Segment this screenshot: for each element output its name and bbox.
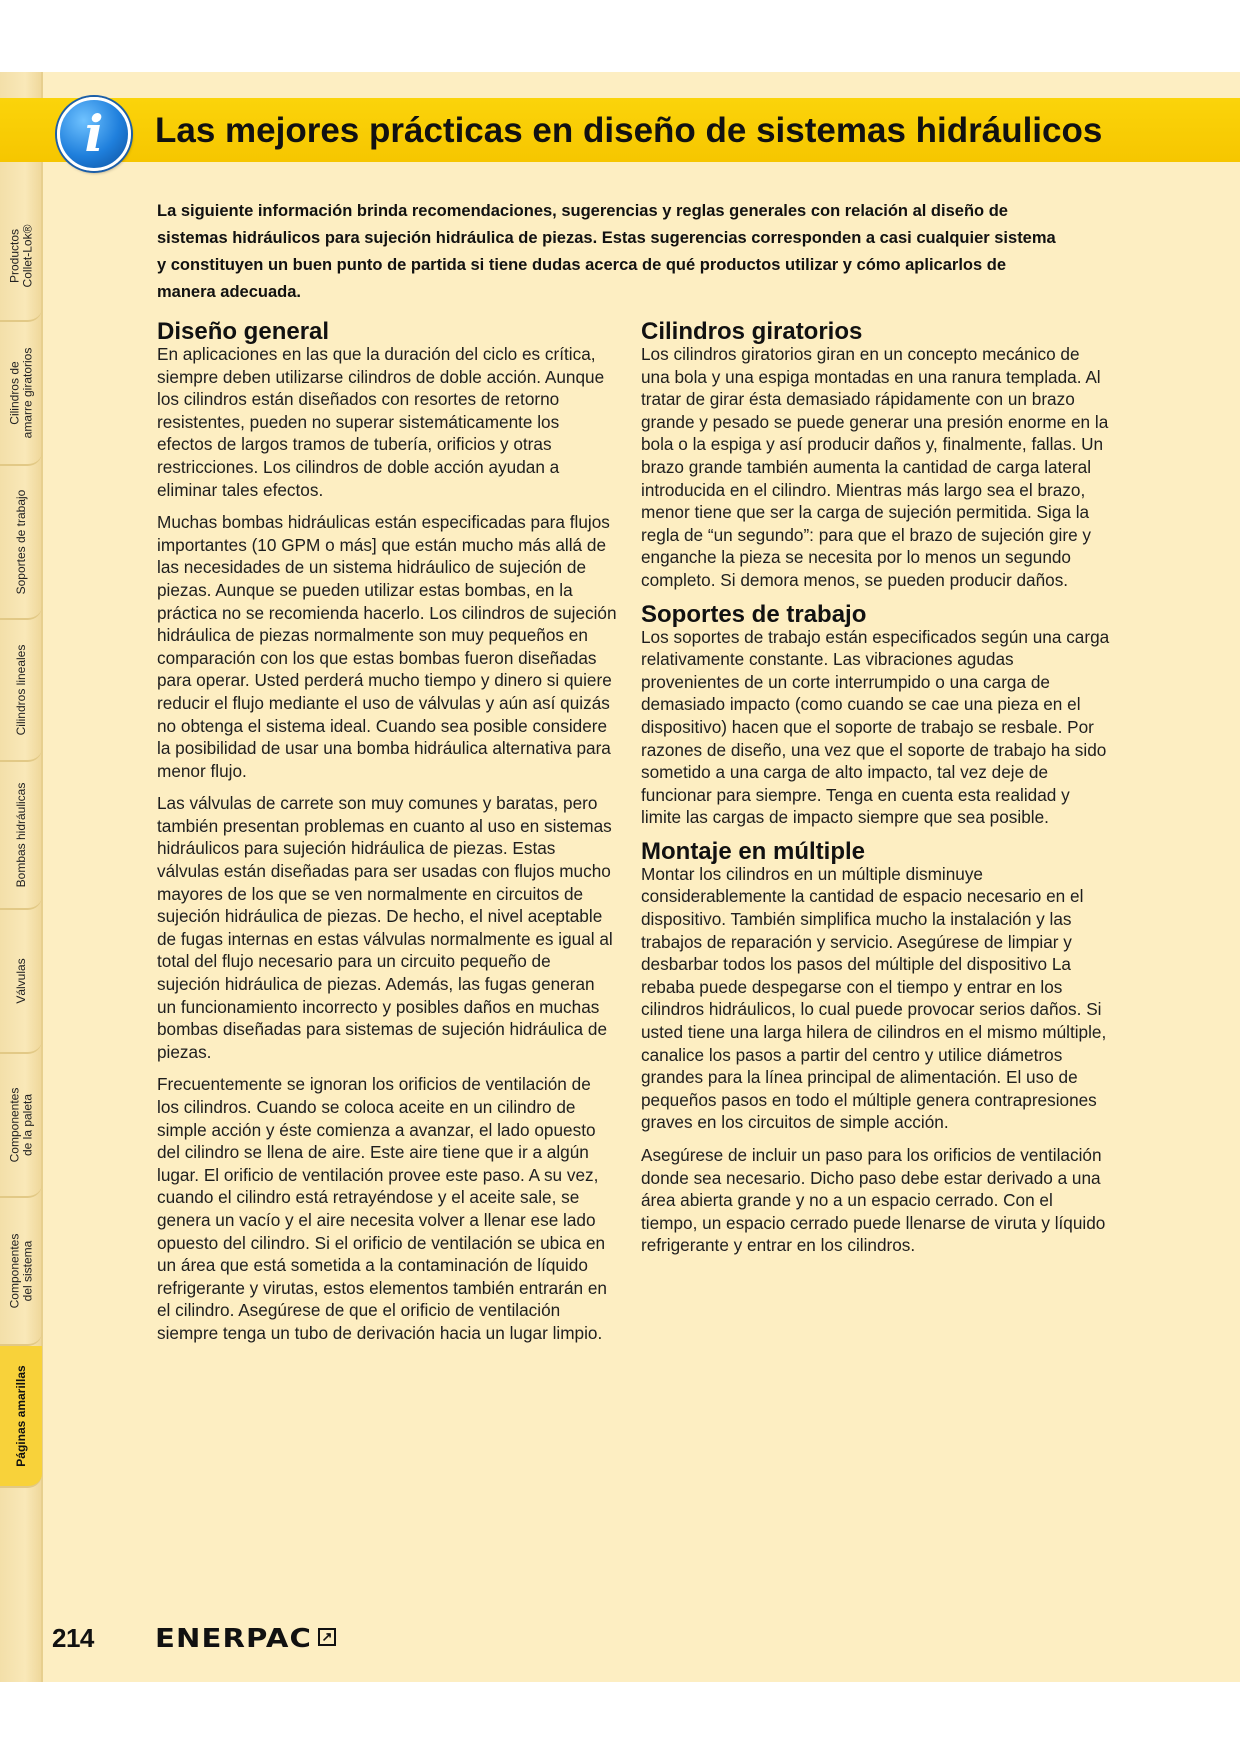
side-tab-swing-cylinders[interactable] bbox=[0, 322, 42, 466]
side-tab-linear-cylinders[interactable] bbox=[0, 620, 42, 762]
side-tab-pallet-components[interactable] bbox=[0, 1054, 42, 1198]
brand-logo: ENERPAC bbox=[155, 1624, 313, 1654]
page-title: Las mejores prácticas en diseño de sistemas hidráulicos bbox=[155, 111, 1103, 150]
side-tab-work-supports[interactable] bbox=[0, 466, 42, 620]
section-heading: Cilindros giratorios bbox=[641, 318, 863, 345]
body-paragraph: Las válvulas de carrete son muy comunes y baratas, pero también presentan problemas en cuanto al uso en sistemas hidráulicos para sujeción hidráulica de piezas. Estas válvulas están diseñadas para ser usadas con flujos mucho mayores de los que se ven normalmente en circuitos de sujeción hidráulica de piezas. De hecho, el nivel aceptable de fugas internas en estas válvulas normalmente es igual al total del flujo necesario para un circuito pequeño de sujeción hidráulica de piezas. Además, las fugas generan un funcionamiento incorrecto y posibles daños en muchas bombas diseñadas para sistemas de sujeción hidráulica de piezas. bbox=[157, 793, 613, 1062]
side-tab-yellow-pages[interactable] bbox=[0, 1346, 42, 1488]
intro-paragraph: La siguiente información brinda recomendaciones, sugerencias y reglas generales con relación al diseño de sistemas hidráulicos para sujeción hidráulica de piezas. Estas sugerencias corresponden a casi cualquier sistema y constituyen un buen punto de partida si tiene dudas acerca de qué productos utilizar y cómo aplicarlos de manera adecuada. bbox=[157, 202, 1056, 301]
side-tab-system-components[interactable] bbox=[0, 1198, 42, 1346]
body-paragraph: Los soportes de trabajo están especificados según una carga relativamente constante. Las vibraciones agudas provenientes de un corte interrumpido o una carga de demasiado impacto (como cuando se cae una pieza en el dispositivo) hacen que el soporte de trabajo se resbale. Por razones de diseño, una vez que el soporte de trabajo ha sido sometido a una carga de alto impacto, tal vez deje de funcionar para siempre. Tenga en cuenta esta realidad y limite las cargas de impacto siempre que sea posible. bbox=[641, 626, 1110, 828]
info-icon: i bbox=[57, 97, 131, 171]
page-number: 214 bbox=[52, 1623, 94, 1653]
body-paragraph: Asegúrese de incluir un paso para los orificios de ventilación donde sea necesario. Dicho paso debe estar derivado a una área abierta grande y no a un espacio cerrado. Con el tiempo, un espacio cerrado puede llenarse de viruta y líquido refrigerante y entrar en los cilindros. bbox=[641, 1145, 1106, 1256]
side-tab-label: Cilindros lineales bbox=[14, 644, 28, 736]
side-tab-label: Cilindros de amarre giratorios bbox=[7, 347, 34, 439]
body-paragraph: En aplicaciones en las que la duración del ciclo es crítica, siempre deben utilizarse cilindros de doble acción. Aunque los cilindros están diseñados con resortes de retorno resistentes, pueden no superar sistemáticamente los efectos de largos tramos de tubería, orificios y otras restricciones. Los cilindros de doble acción ayudan a eliminar tales efectos. bbox=[157, 344, 605, 500]
side-tab-label: Páginas amarillas bbox=[14, 1365, 28, 1467]
section-heading: Soportes de trabajo bbox=[641, 600, 867, 628]
body-paragraph: Montar los cilindros en un múltiple disminuye considerablemente la cantidad de espacio necesario en el dispositivo. También simplifica mucho la instalación y las trabajos de reparación y servicio. Asegúrese de limpiar y desbarbar todos los pasos del múltiple del dispositivo La rebaba puede despegarse con el tiempo y entrar en los cilindros hidráulicos, lo cual puede provocar serios daños. Si usted tiene una larga hilera de cilindros en el mismo múltiple, canalice los pasos a partir del centro y utilice diámetros grandes para la línea principal de alimentación. El uso de pequeños pasos en todo el múltiple genera contrapresiones graves en los circuitos de simple acción. bbox=[641, 863, 1107, 1133]
side-tab-label: Bombas hidráulicas bbox=[14, 782, 28, 888]
section-heading: Montaje en múltiple bbox=[641, 837, 866, 865]
side-tab-label: Productos Collet-Lok® bbox=[7, 224, 34, 288]
left-column bbox=[157, 317, 617, 1355]
body-paragraph: Frecuentemente se ignoran los orificios de ventilación de los cilindros. Cuando se coloca aceite en un cilindro de simple acción y éste comienza a avanzar, el lado opuesto del cilindro se llena de aire. Este aire tiene que ir a algún lugar. El orificio de ventilación provee este paso. A su vez, cuando el cilindro está retrayéndose y el aceite sale, se genera un vacío y el aire necesita volver a llenar ese lado opuesto del cilindro. Si el orificio de ventilación se ubica en un área que está sometida a la contaminación de líquido refrigerante y virutas, estos elementos también entrarán en el cilindro. Asegúrese de que el orificio de ventilación siempre tenga un tubo de derivación hacia un lugar limpio. bbox=[157, 1074, 607, 1343]
side-tab-label: Soportes de trabajo bbox=[14, 489, 28, 595]
side-tab-hydraulic-pumps[interactable] bbox=[0, 762, 42, 910]
side-tab-label: Válvulas bbox=[14, 958, 28, 1004]
body-paragraph: Los cilindros giratorios giran en un concepto mecánico de una bola y una espiga montadas en una ranura templada. Al tratar de girar ésta demasiado rápidamente con un brazo grande y pesado se puede generar una presión enorme en la bola o la espiga y así producir daños y, finalmente, fallas. Un brazo grande también aumenta la cantidad de carga lateral introducida en el cilindro. Mientras más largo sea el brazo, menor tiene que ser la carga de sujeción permitida. Siga la regla de “un segundo”: para que el brazo de sujeción gire y enganche la pieza se necesita por lo menos un segundo completo. Si demora menos, se pueden producir daños. bbox=[641, 344, 1109, 590]
side-tab-valves[interactable] bbox=[0, 910, 42, 1054]
right-column bbox=[641, 317, 1111, 1267]
body-paragraph: Muchas bombas hidráulicas están especificadas para flujos importantes (10 GPM o más] que están mucho más allá de las necesidades de un sistema hidráulico de sujeción de piezas. Aunque se pueden utilizar estas bombas, en la práctica no se recomienda hacerlo. Los cilindros de sujeción hidráulica de piezas normalmente son muy pequeños en comparación con los que estas bombas fueron diseñadas para operar. Usted perderá mucho tiempo y dinero si quiere reducir el flujo mediante el uso de válvulas y aún así quizás no obtenga el sistema ideal. Cuando sea posible considere la posibilidad de usar una bomba hidráulica alternativa para menor flujo. bbox=[157, 512, 617, 781]
section-heading: Diseño general bbox=[157, 318, 330, 345]
side-tab-collet-lok[interactable] bbox=[0, 192, 42, 322]
side-tab-label: Componentes del sistema bbox=[7, 1233, 34, 1309]
side-tab-label: Componentes de la paleta bbox=[7, 1087, 34, 1163]
brand-mark-icon: ↗ bbox=[318, 1628, 336, 1646]
